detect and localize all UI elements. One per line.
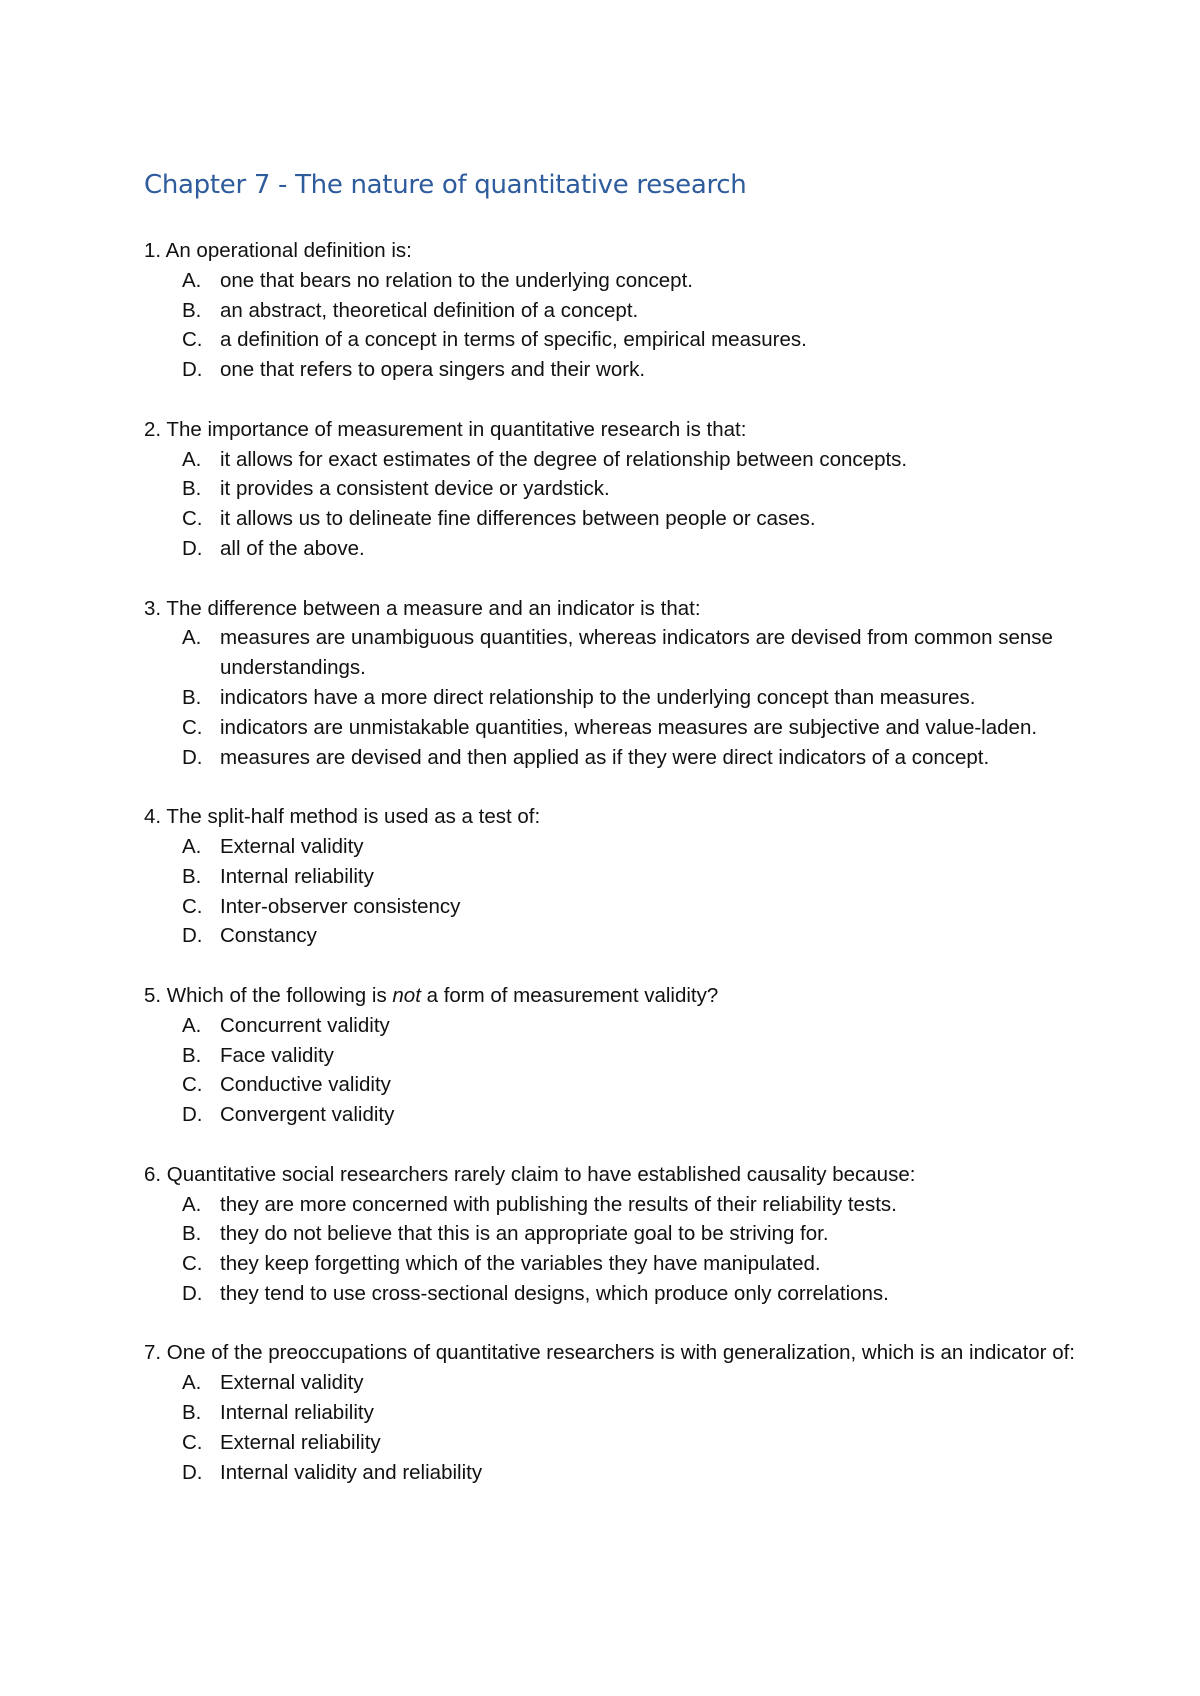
option-letter: A. <box>182 268 202 292</box>
option-letter: B. <box>182 477 202 501</box>
answer-option-d <box>144 1458 1084 1488</box>
answer-option-c <box>144 1428 1084 1458</box>
option-text: one that bears no relation to the underlying concept. <box>220 268 693 292</box>
option-letter: D. <box>182 536 203 560</box>
option-letter: C. <box>182 894 203 918</box>
question-stem: 3. The difference between a measure and an indicator is that: <box>144 596 701 620</box>
answer-options <box>144 1190 1084 1309</box>
answer-option-a <box>144 445 1084 475</box>
page-title: Chapter 7 - The nature of quantitative research <box>144 170 747 200</box>
answer-option-c <box>144 892 1084 922</box>
option-letter: D. <box>182 358 203 382</box>
question-2 <box>144 415 1084 564</box>
option-letter: D. <box>182 745 203 769</box>
option-letter: B. <box>182 864 202 888</box>
option-letter: C. <box>182 715 203 739</box>
option-text: it provides a consistent device or yardstick. <box>220 477 610 501</box>
option-text: measures are unambiguous quantities, whereas indicators are devised from common sense understandings. <box>220 626 1053 680</box>
option-letter: B. <box>182 1043 202 1067</box>
option-text: it allows for exact estimates of the degree of relationship between concepts. <box>220 447 908 471</box>
answer-option-a <box>144 1190 1084 1220</box>
answer-option-b <box>144 862 1084 892</box>
answer-option-b <box>144 474 1084 504</box>
option-text: Conductive validity <box>220 1073 391 1097</box>
option-text: indicators are unmistakable quantities, whereas measures are subjective and value-laden. <box>220 715 1038 739</box>
option-letter: A. <box>182 626 202 650</box>
option-letter: B. <box>182 1222 202 1246</box>
answer-option-d <box>144 921 1084 951</box>
option-letter: B. <box>182 1401 202 1425</box>
question-stem-before: 5. Which of the following is <box>144 983 393 1007</box>
question-5 <box>144 981 1084 1130</box>
answer-options <box>144 832 1084 951</box>
option-text: External reliability <box>220 1430 381 1454</box>
answer-option-d <box>144 743 1084 773</box>
answer-option-b <box>144 1398 1084 1428</box>
answer-option-c <box>144 1070 1084 1100</box>
question-7 <box>144 1338 1084 1487</box>
answer-option-a <box>144 832 1084 862</box>
option-text: Concurrent validity <box>220 1013 390 1037</box>
option-text: a definition of a concept in terms of specific, empirical measures. <box>220 328 807 352</box>
answer-option-c <box>144 713 1084 743</box>
answer-option-b <box>144 1219 1084 1249</box>
option-text: they tend to use cross-sectional designs, which produce only correlations. <box>220 1281 889 1305</box>
answer-option-b <box>144 1041 1084 1071</box>
option-letter: A. <box>182 1192 202 1216</box>
question-stem-after: a form of measurement validity? <box>420 983 719 1007</box>
option-letter: A. <box>182 447 202 471</box>
option-letter: C. <box>182 1073 203 1097</box>
question-stem: 4. The split-half method is used as a test of: <box>144 805 541 829</box>
answer-option-d <box>144 534 1084 564</box>
option-text: Face validity <box>220 1043 334 1067</box>
answer-option-d <box>144 1279 1084 1309</box>
option-letter: D. <box>182 924 203 948</box>
option-text: External validity <box>220 1371 364 1395</box>
option-letter: D. <box>182 1281 203 1305</box>
answer-options <box>144 1368 1084 1487</box>
option-text: measures are devised and then applied as if they were direct indicators of a concept. <box>220 745 990 769</box>
option-letter: B. <box>182 685 202 709</box>
option-text: Internal reliability <box>220 1401 374 1425</box>
answer-option-d <box>144 355 1084 385</box>
option-text: it allows us to delineate fine differences between people or cases. <box>220 507 816 531</box>
answer-options <box>144 623 1084 772</box>
question-list <box>144 236 1084 1517</box>
option-text: one that refers to opera singers and their work. <box>220 358 646 382</box>
question-6 <box>144 1160 1084 1309</box>
answer-options <box>144 266 1084 385</box>
option-text: indicators have a more direct relationship to the underlying concept than measures. <box>220 685 976 709</box>
answer-option-a <box>144 266 1084 296</box>
option-text: they do not believe that this is an appropriate goal to be striving for. <box>220 1222 829 1246</box>
question-stem: 1. An operational definition is: <box>144 239 412 262</box>
question-1 <box>144 236 1084 385</box>
answer-option-c <box>144 1249 1084 1279</box>
option-letter: A. <box>182 1371 202 1395</box>
question-stem: 7. One of the preoccupations of quantitative researchers is with generalization, which is an indicator of: <box>144 1341 1075 1365</box>
answer-option-a <box>144 1368 1084 1398</box>
option-text: they keep forgetting which of the variables they have manipulated. <box>220 1252 821 1276</box>
option-letter: D. <box>182 1103 203 1127</box>
option-text: Constancy <box>220 924 317 948</box>
option-text: all of the above. <box>220 536 365 560</box>
answer-option-d <box>144 1100 1084 1130</box>
option-letter: C. <box>182 1430 203 1454</box>
option-letter: C. <box>182 507 203 531</box>
option-letter: A. <box>182 1013 202 1037</box>
answer-option-c <box>144 325 1084 355</box>
question-3 <box>144 594 1084 773</box>
answer-option-a <box>144 1011 1084 1041</box>
answer-option-b <box>144 683 1084 713</box>
option-text: they are more concerned with publishing the results of their reliability tests. <box>220 1192 897 1216</box>
option-letter: D. <box>182 1460 203 1484</box>
answer-options <box>144 445 1084 564</box>
option-text: Internal reliability <box>220 864 374 888</box>
answer-option-b <box>144 296 1084 326</box>
option-text: Internal validity and reliability <box>220 1460 483 1484</box>
option-letter: B. <box>182 298 202 322</box>
question-stem-emphasis: not <box>392 983 421 1007</box>
option-letter: C. <box>182 328 203 352</box>
answer-option-a <box>144 623 1084 683</box>
question-4 <box>144 802 1084 951</box>
answer-options <box>144 1011 1084 1130</box>
option-text: External validity <box>220 834 364 858</box>
option-letter: A. <box>182 834 202 858</box>
question-stem: 2. The importance of measurement in quantitative research is that: <box>144 417 747 441</box>
question-stem: 6. Quantitative social researchers rarely claim to have established causality because: <box>144 1162 916 1186</box>
option-text: Inter-observer consistency <box>220 894 461 918</box>
option-text: an abstract, theoretical definition of a concept. <box>220 298 639 322</box>
question-stem <box>144 981 1084 1011</box>
answer-option-c <box>144 504 1084 534</box>
option-letter: C. <box>182 1252 203 1276</box>
option-text: Convergent validity <box>220 1103 395 1127</box>
